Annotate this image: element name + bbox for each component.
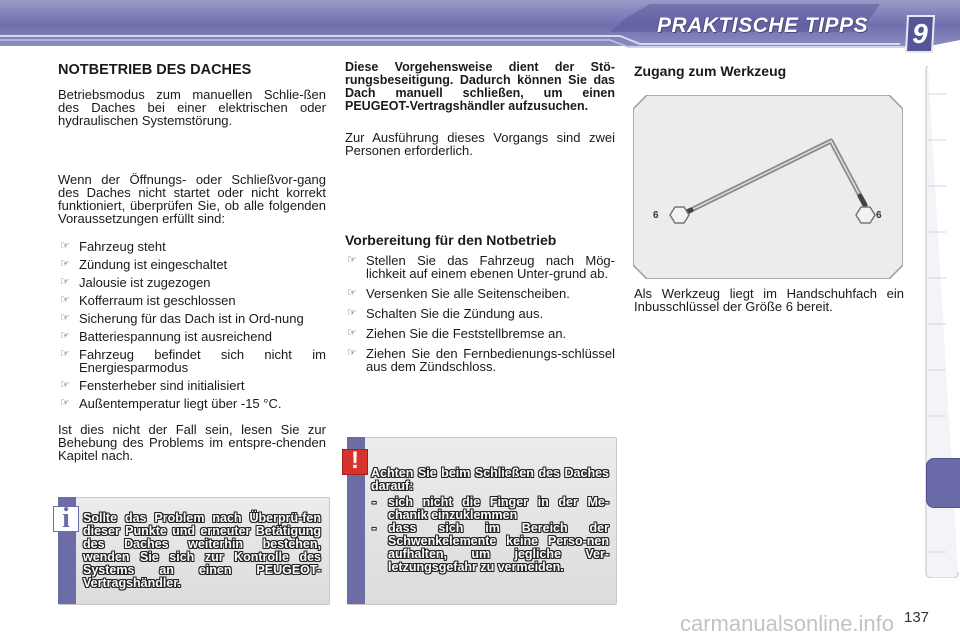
page-number: 137 <box>904 609 930 626</box>
list-item: ☞ Stellen Sie das Fahrzeug nach Mög-lichkeit auf einem ebenen Unter-grund ab. <box>345 254 615 280</box>
tool-caption: Als Werkzeug liegt im Handschuhfach ein Inbusschlüssel der Größe 6 bereit. <box>634 286 904 314</box>
list-item: ☞ Fensterheber sind initialisiert <box>58 379 326 392</box>
list-item: ☞ Versenken Sie alle Seitenscheiben. <box>345 287 615 300</box>
list-item: ☞ Zündung ist eingeschaltet <box>58 258 326 271</box>
hex-size-label: 6 <box>653 210 659 221</box>
active-chapter-tab[interactable] <box>926 458 960 508</box>
warning-icon-glyph: ! <box>351 447 359 474</box>
list-item: ☞ Fahrzeug befindet sich nicht im Energiesparmodus <box>58 348 326 374</box>
list-item: ☞ Batteriespannung ist ausreichend <box>58 330 326 343</box>
roof-emergency-condition: Wenn der Öffnungs- oder Schließvor-gang des Daches nicht startet oder nicht korrekt funktioniert, überprüfen Sie, ob alle folgenden Voraussetzungen erfüllt sind: <box>58 172 326 226</box>
section-title: PRAKTISCHE TIPPS <box>656 14 868 37</box>
roof-emergency-heading: NOTBETRIEB DES DACHES <box>58 62 252 78</box>
info-note-text: Sollte das Problem nach Überprü-fen dieser Punkte und erneuter Betätigung des Daches weiterhin bestehen, wenden Sie sich zur Kontrolle des Systems an einen PEUGEOT-Vertragshändler. <box>83 511 321 590</box>
tool-illustration <box>633 95 903 279</box>
list-item: ☞ Schalten Sie die Zündung aus. <box>345 307 615 320</box>
roof-emergency-intro: Betriebsmodus zum manuellen Schlie-ßen des Daches bei einer elektrischen oder hydraulischen Systemstörung. <box>58 87 326 128</box>
list-item: ☞ Außentemperatur liegt über -15 °C. <box>58 397 326 410</box>
procedure-note: Zur Ausführung dieses Vorgangs sind zwei Personen erforderlich. <box>345 130 615 158</box>
procedure-intro: Diese Vorgehensweise dient der Stö-rungsbeseitigung. Dadurch können Sie das Dach manuell schließen, um einen PEUGEOT-Vertragshändler aufzusuchen. <box>345 60 615 113</box>
list-item: ☞ Sicherung für das Dach ist in Ord-nung <box>58 312 326 325</box>
list-item: ☞ Jalousie ist zugezogen <box>58 276 326 289</box>
preparation-list <box>345 254 615 380</box>
info-icon-glyph: i <box>62 503 70 534</box>
list-item: - dass sich im Bereich der Schwenkelemente keine Perso-nen aufhalten, um jegliche Ver-letzungsgefahr zu vermeiden. <box>371 522 609 574</box>
list-item: ☞ Fahrzeug steht <box>58 240 326 253</box>
watermark: carmanualsonline.info <box>680 611 895 636</box>
chapter-number: 9 <box>912 18 928 49</box>
preparation-heading: Vorbereitung für den Notbetrieb <box>345 232 557 248</box>
list-item: ☞ Ziehen Sie den Fernbedienungs-schlüssel aus dem Zündschloss. <box>345 347 615 373</box>
list-item: - sich nicht die Finger in der Me-chanik einzuklemmen <box>371 496 609 522</box>
warning-note-heading: Achten Sie beim Schließen des Daches darauf: <box>371 466 609 493</box>
prerequisite-list <box>58 240 326 415</box>
roof-emergency-outro: Ist dies nicht der Fall sein, lesen Sie zur Behebung des Problems im entspre-chenden Kapitel nach. <box>58 422 326 463</box>
hex-size-label: 6 <box>876 210 882 221</box>
list-item: ☞ Ziehen Sie die Feststellbremse an. <box>345 327 615 340</box>
tool-access-heading: Zugang zum Werkzeug <box>634 63 787 79</box>
list-item: ☞ Kofferraum ist geschlossen <box>58 294 326 307</box>
warning-note-list <box>371 496 609 574</box>
